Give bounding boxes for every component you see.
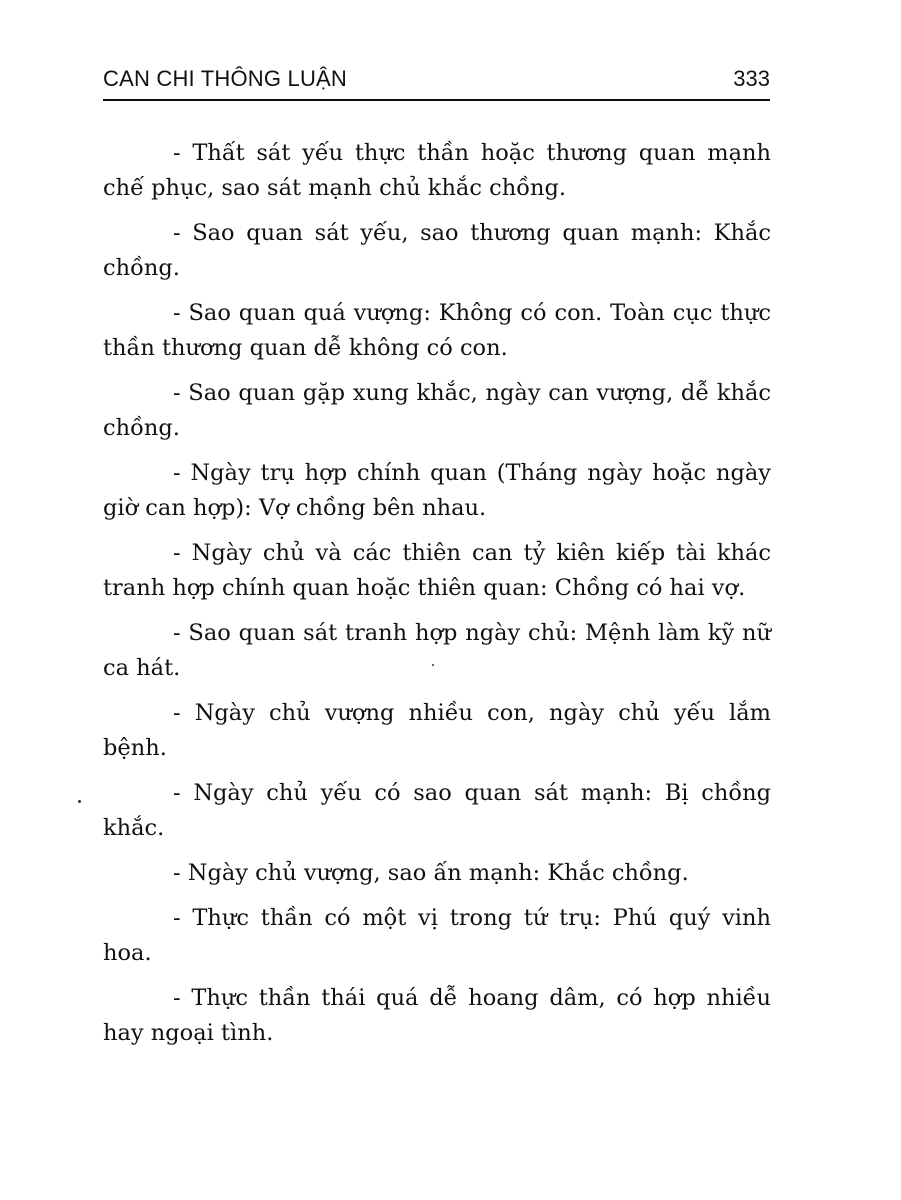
scan-speck bbox=[78, 800, 81, 803]
paragraph: - Thất sát yếu thực thần hoặc thương quan mạnh chế phục, sao sát mạnh chủ khắc chồng. bbox=[103, 140, 771, 201]
book-title: CAN CHI THÔNG LUẬN bbox=[103, 66, 347, 91]
scan-speck bbox=[432, 664, 434, 666]
paragraph: - Ngày chủ và các thiên can tỷ kiên kiếp tài khác tranh hợp chính quan hoặc thiên quan: Chồng có hai vợ. bbox=[103, 540, 771, 601]
paragraph: - Ngày chủ yếu có sao quan sát mạnh: Bị chồng khắc. bbox=[103, 780, 771, 841]
running-header bbox=[103, 66, 770, 100]
paragraph: - Thực thần thái quá dễ hoang dâm, có hợp nhiều hay ngoại tình. bbox=[103, 985, 771, 1046]
paragraph: - Ngày chủ vượng nhiều con, ngày chủ yếu lắm bệnh. bbox=[103, 700, 771, 761]
paragraph: - Sao quan sát yếu, sao thương quan mạnh: Khắc chồng. bbox=[103, 220, 771, 281]
page-number: 333 bbox=[733, 66, 770, 91]
page-body bbox=[103, 136, 771, 1061]
header-rule bbox=[103, 99, 770, 101]
paragraph: - Sao quan quá vượng: Không có con. Toàn cục thực thần thương quan dễ không có con. bbox=[103, 300, 771, 361]
paragraph: - Sao quan sát tranh hợp ngày chủ: Mệnh làm kỹ nữ ca hát. bbox=[103, 620, 771, 681]
paragraph: - Thực thần có một vị trong tứ trụ: Phú quý vinh hoa. bbox=[103, 905, 771, 966]
paragraph: - Sao quan gặp xung khắc, ngày can vượng, dễ khắc chồng. bbox=[103, 380, 771, 441]
paragraph: - Ngày trụ hợp chính quan (Tháng ngày hoặc ngày giờ can hợp): Vợ chồng bên nhau. bbox=[103, 460, 771, 521]
paragraph: - Ngày chủ vượng, sao ấn mạnh: Khắc chồng. bbox=[173, 860, 689, 886]
